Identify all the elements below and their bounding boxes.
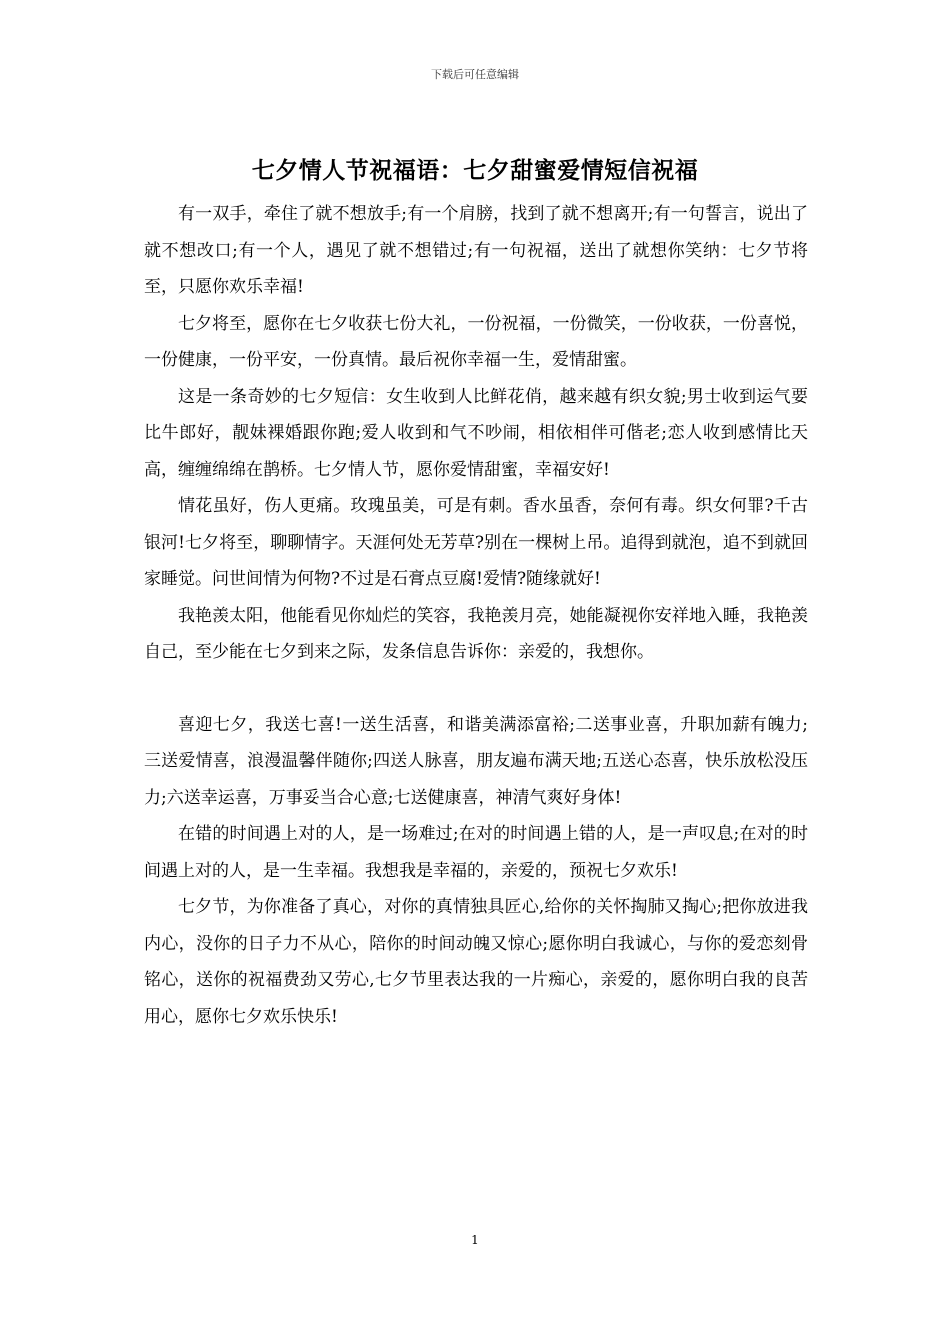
paragraph: 有一双手，牵住了就不想放手;有一个肩膀，找到了就不想离开;有一句誓言，说出了就不想改口;有一个人，遇见了就不想错过;有一句祝福，送出了就想你笑纳：七夕节将至，只愿你欢乐幸福!: [144, 204, 808, 297]
page-header-note: 下载后可任意编辑: [431, 68, 519, 81]
document-title: 七夕情人节祝福语：七夕甜蜜爱情短信祝福: [251, 157, 699, 184]
paragraph: 在错的时间遇上对的人，是一场难过;在对的时间遇上错的人，是一声叹息;在对的时间遇上对的人，是一生幸福。我想我是幸福的，亲爱的，预祝七夕欢乐!: [144, 824, 808, 881]
paragraph: 七夕将至，愿你在七夕收获七份大礼，一份祝福，一份微笑，一份收获，一份喜悦，一份健康，一份平安，一份真情。最后祝你幸福一生，爱情甜蜜。: [144, 313, 808, 370]
document-body: [144, 196, 808, 1035]
page-number: 1: [471, 1233, 479, 1247]
paragraph: 我艳羡太阳，他能看见你灿烂的笑容，我艳羡月亮，她能凝视你安祥地入睡，我艳羡自己，至少能在七夕到来之际，发条信息告诉你：亲爱的，我想你。: [144, 605, 808, 662]
paragraph: 喜迎七夕，我送七喜!一送生活喜，和谐美满添富裕;二送事业喜，升职加薪有魄力;三送爱情喜，浪漫温馨伴随你;四送人脉喜，朋友遍布满天地;五送心态喜，快乐放松没压力;六送幸运喜，万事妥当合心意;七送健康喜，神清气爽好身体!: [144, 714, 808, 808]
paragraph: 这是一条奇妙的七夕短信：女生收到人比鲜花俏，越来越有织女貌;男士收到运气要比牛郎好，靓妹裸婚跟你跑;爱人收到和气不吵闹，相依相伴可偕老;恋人收到感情比天高，缠缠绵绵在鹊桥。七夕情人节，愿你爱情甜蜜，幸福安好!: [144, 386, 808, 480]
paragraph: 情花虽好，伤人更痛。玫瑰虽美，可是有刺。香水虽香，奈何有毒。织女何罪?千古银河!七夕将至，聊聊情字。天涯何处无芳草?别在一棵树上吊。追得到就泡，追不到就回家睡觉。问世间情为何物?不过是石膏点豆腐!爱情?随缘就好!: [144, 496, 808, 589]
paragraph: 七夕节，为你准备了真心，对你的真情独具匠心,给你的关怀掏肺又掏心;把你放进我内心，没你的日子力不从心，陪你的时间动魄又惊心;愿你明白我诚心，与你的爱恋刻骨铭心，送你的祝福费劲又劳心,七夕节里表达我的一片痴心，亲爱的，愿你明白我的良苦用心，愿你七夕欢乐快乐!: [144, 897, 808, 1027]
